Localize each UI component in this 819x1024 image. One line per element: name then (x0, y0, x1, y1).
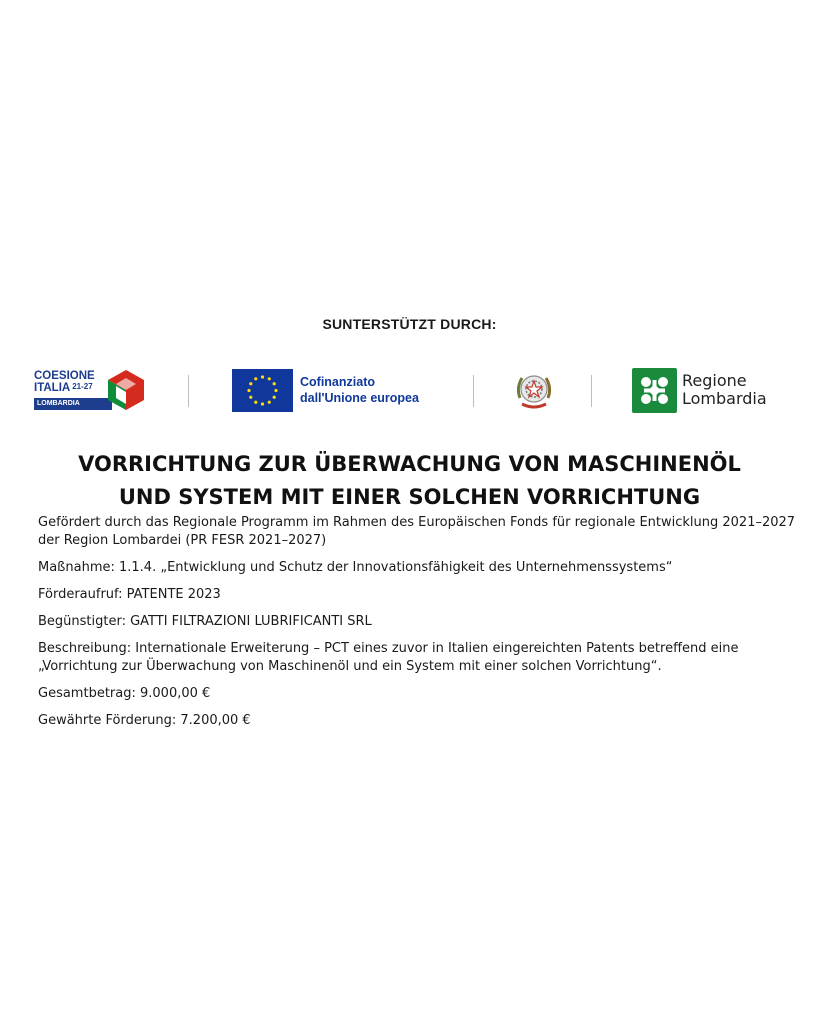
regione-lombardia-logo (632, 368, 787, 414)
regione-lombardia-text: Regione Lombardia (682, 371, 767, 408)
description-line: Beschreibung: Internationale Erweiterung – PCT eines zuvor in Italien eingereichten Patents betreffend eine „Vorrichtung zur Überwachung von Maschinenöl und ein System mit einer solchen Vorrichtung“. (38, 641, 739, 674)
logo-separator (188, 375, 189, 407)
project-details (38, 514, 798, 739)
coesione-line2: ITALIA 21-27 (34, 382, 93, 394)
project-title (0, 448, 819, 514)
granted-amount-line: Gewährte Förderung: 7.200,00 € (38, 713, 251, 728)
title-line-1: VORRICHTUNG ZUR ÜBERWACHUNG VON MASCHINENÖL (78, 452, 741, 476)
eu-cofinanced-logo (232, 369, 444, 413)
total-amount-line: Gesamtbetrag: 9.000,00 € (38, 686, 211, 701)
lombardia-rose-icon (632, 368, 677, 413)
call-line: Förderaufruf: PATENTE 2023 (38, 587, 221, 602)
eu-flag-icon (232, 369, 293, 412)
supported-by-heading: SUNTERSTÜTZT DURCH: (322, 316, 497, 332)
logo-separator (473, 375, 474, 407)
funding-intro: Gefördert durch das Regionale Programm im Rahmen des Europäischen Fonds für regionale Entwicklung 2021–2027 der Region Lombardei (PR FESR 2021–2027) (38, 515, 796, 548)
logo-separator (591, 375, 592, 407)
measure-line: Maßnahme: 1.1.4. „Entwicklung und Schutz der Innovationsfähigkeit des Unternehmenssystems“ (38, 560, 673, 575)
coesione-italia-logo (34, 368, 150, 414)
italian-republic-emblem-icon (514, 370, 554, 412)
coesione-line1: COESIONE (34, 370, 95, 382)
title-line-2: UND SYSTEM MIT EINER SOLCHEN VORRICHTUNG (118, 485, 701, 509)
coesione-band: LOMBARDIA (34, 398, 112, 410)
eu-logo-text: Cofinanziato dall'Unione europea (300, 375, 419, 405)
beneficiary-line: Begünstigter: GATTI FILTRAZIONI LUBRIFICANTI SRL (38, 614, 372, 629)
coesione-cube-icon (104, 368, 148, 412)
